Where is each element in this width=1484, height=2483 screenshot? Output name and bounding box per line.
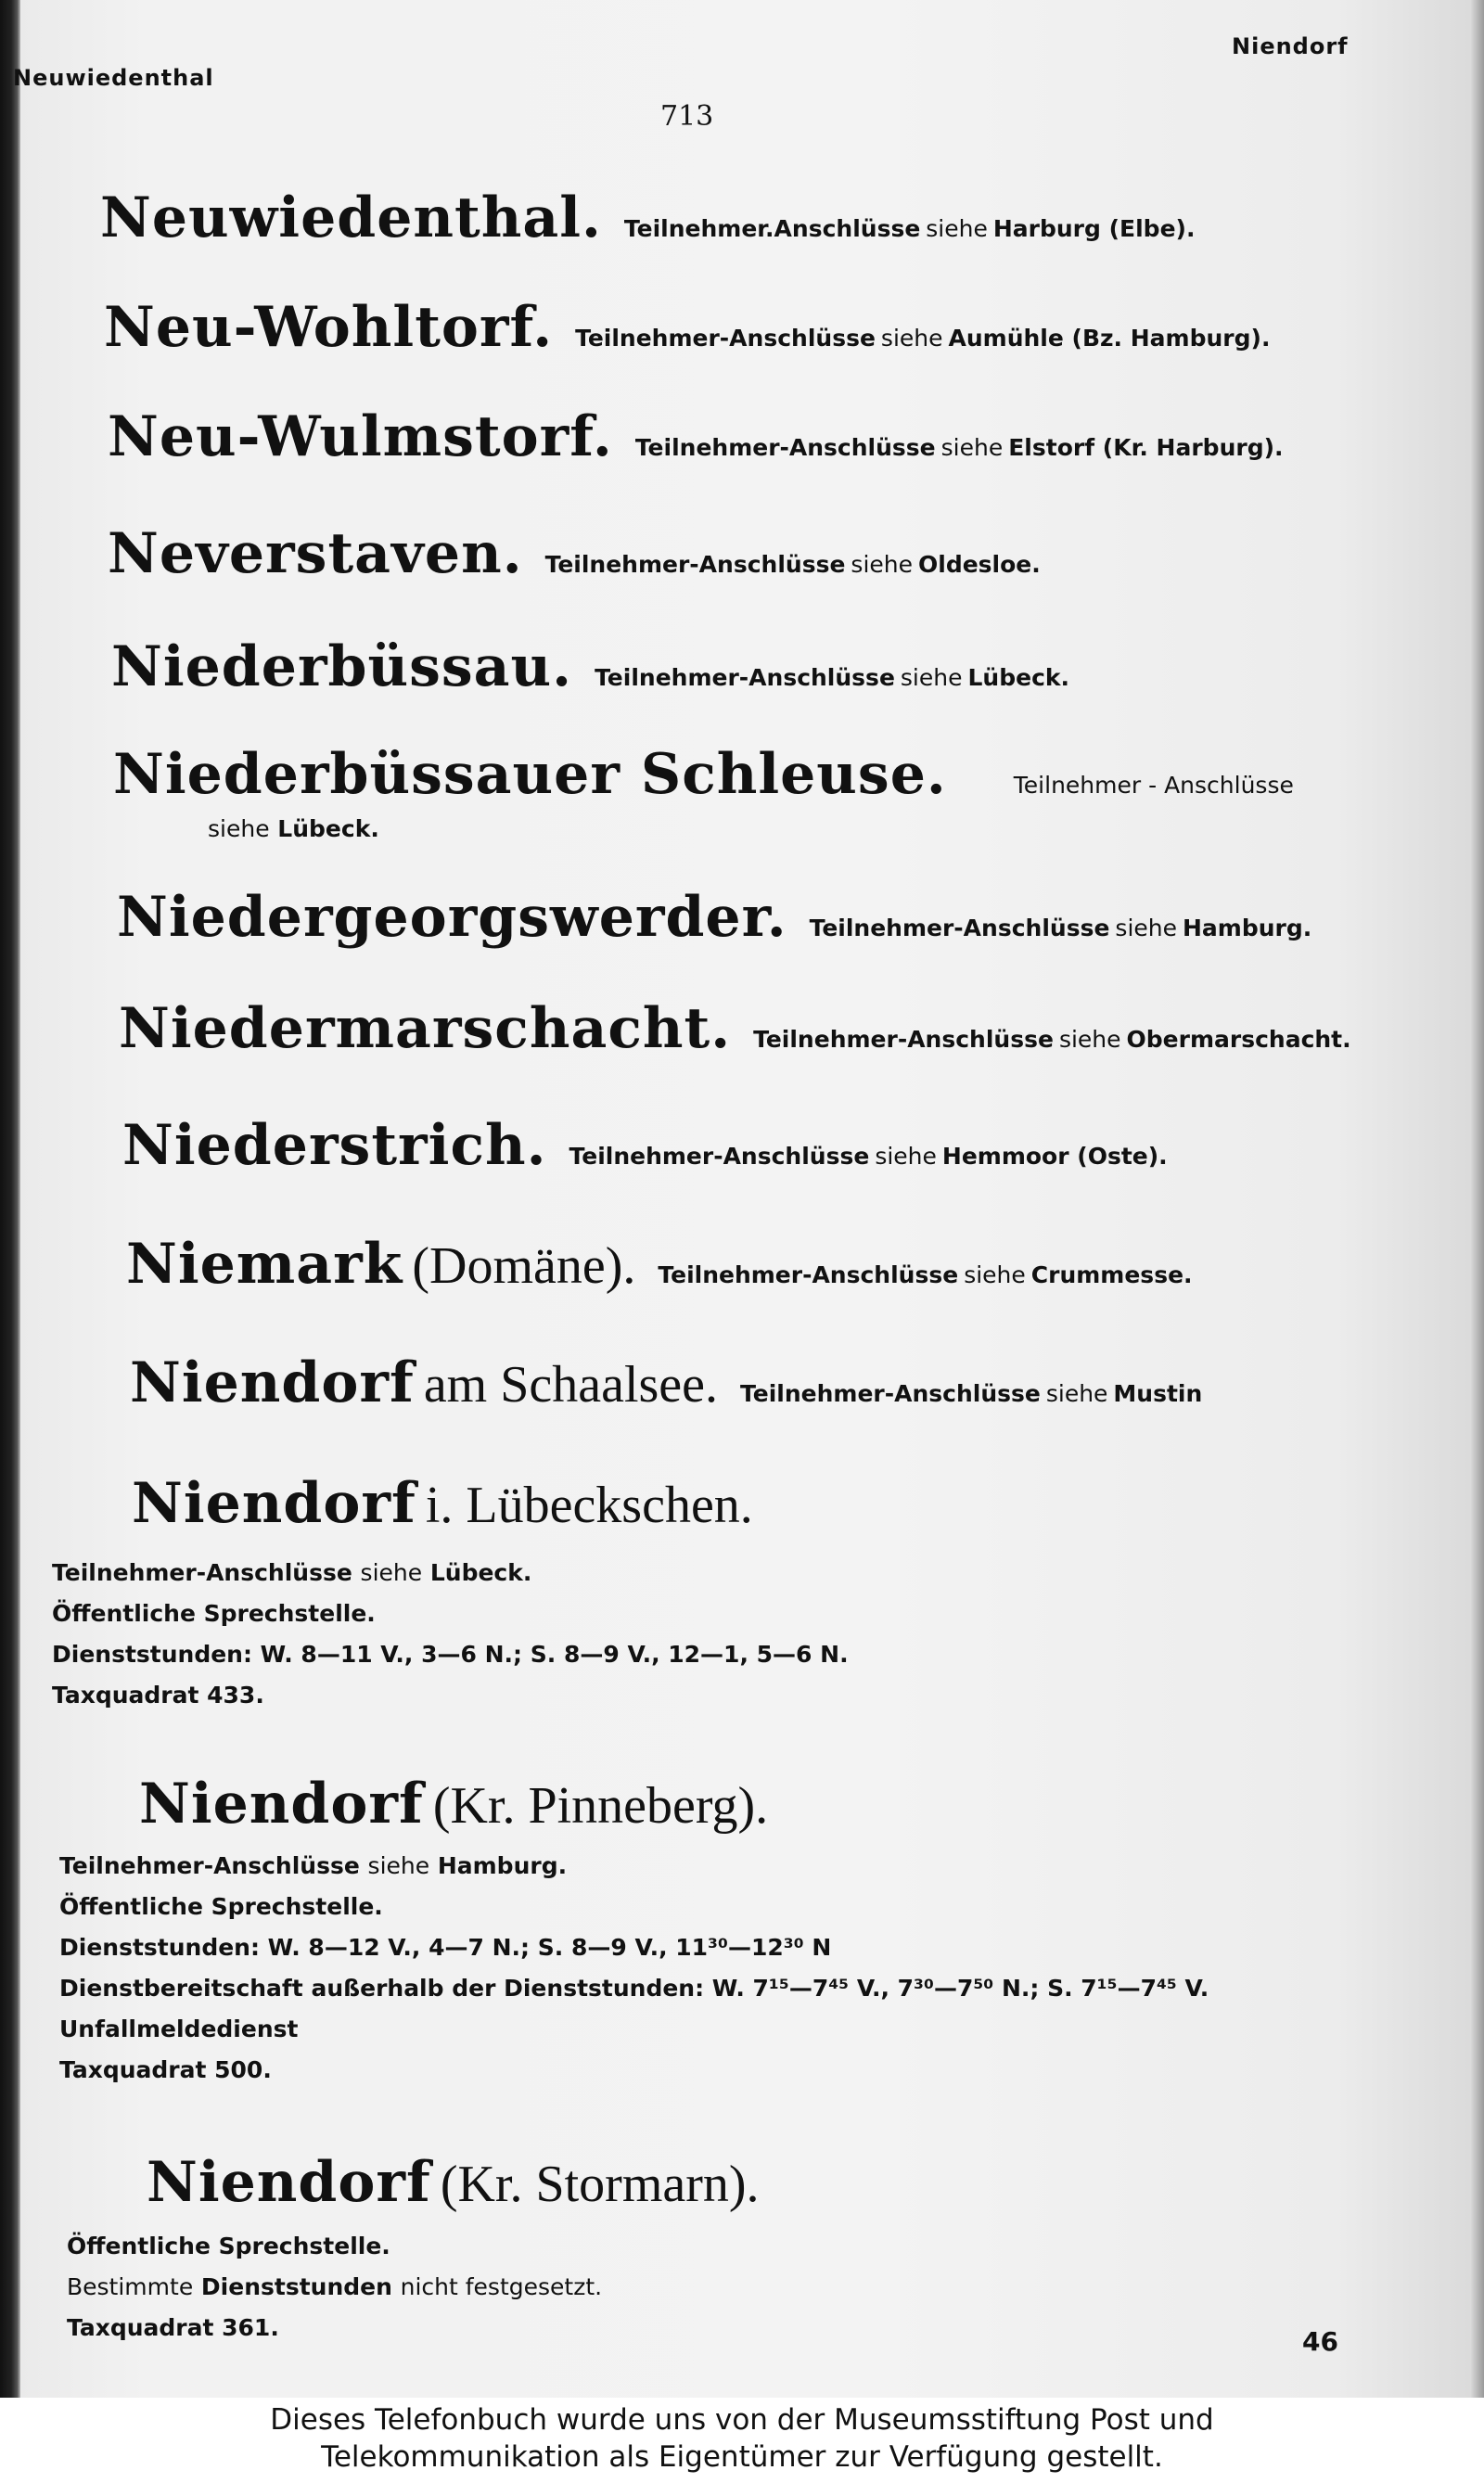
place-name: Niendorf <box>130 1350 415 1415</box>
entry-niedermarschacht <box>119 996 1351 1061</box>
service-hours: Bestimmte Dienststunden nicht festgesetzt. <box>67 2273 603 2300</box>
entry-niederstrich <box>122 1113 1168 1178</box>
tax-square: Taxquadrat 433. <box>52 1682 264 1709</box>
accident-service: Unfallmeldedienst <box>59 2016 299 2042</box>
reference: Teilnehmer-Anschlüsse siehe Obermarschacht. <box>753 1026 1351 1053</box>
reference: Teilnehmer-Anschlüsse siehe Aumühle (Bz. Hamburg). <box>575 325 1271 352</box>
place-qualifier: am Schaalsee. <box>423 1356 719 1414</box>
place-qualifier: i. Lübeckschen. <box>425 1477 753 1534</box>
footer-line-2: Telekommunikation als Eigentümer zur Verfügung gestellt. <box>321 2440 1163 2474</box>
reference: Teilnehmer.Anschlüsse siehe Harburg (Elbe). <box>623 215 1196 242</box>
entry-niendorf-pinneberg <box>139 1772 768 1837</box>
running-header-left: Neuwiedenthal <box>13 65 214 91</box>
service-hours: Dienststunden: W. 8—11 V., 3—6 N.; S. 8—9 V., 12—1, 5—6 N. <box>52 1641 849 1668</box>
place-qualifier: (Kr. Pinneberg). <box>432 1777 769 1835</box>
footer-line-1: Dieses Telefonbuch wurde uns von der Museumsstiftung Post und <box>270 2403 1214 2437</box>
reference: Teilnehmer-Anschlüsse siehe Oldesloe. <box>544 551 1041 578</box>
entry-neverstaven <box>108 521 1041 586</box>
tax-square: Taxquadrat 361. <box>67 2314 279 2341</box>
reference: Teilnehmer-Anschlüsse siehe Hamburg. <box>809 915 1312 941</box>
reference: Teilnehmer-Anschlüsse siehe Mustin <box>740 1380 1203 1407</box>
reference-label: Teilnehmer - Anschlüsse <box>1013 772 1294 799</box>
public-station: Öffentliche Sprechstelle. <box>52 1600 376 1627</box>
reference: Teilnehmer-Anschlüsse siehe Lübeck. <box>52 1559 532 1586</box>
reference: Teilnehmer-Anschlüsse siehe Hemmoor (Oste). <box>569 1143 1168 1170</box>
reference: Teilnehmer-Anschlüsse siehe Lübeck. <box>595 664 1070 691</box>
tax-square: Taxquadrat 500. <box>59 2056 272 2083</box>
entry-niendorf-luebeck <box>132 1471 753 1536</box>
signature-number: 46 <box>1302 2326 1338 2357</box>
place-name: Neuwiedenthal. <box>100 186 602 250</box>
place-name: Niemark <box>126 1232 403 1297</box>
entry-niendorf-stormarn <box>147 2150 760 2215</box>
entry-neu-wohltorf <box>104 295 1270 360</box>
entry-neuwiedenthal <box>100 186 1195 250</box>
place-name: Niendorf <box>147 2150 431 2215</box>
place-name: Niederbüssauer Schleuse. <box>113 742 947 807</box>
public-station: Öffentliche Sprechstelle. <box>59 1893 383 1920</box>
place-name: Niedergeorgswerder. <box>117 885 787 950</box>
public-station: Öffentliche Sprechstelle. <box>67 2233 390 2259</box>
place-name: Neu-Wohltorf. <box>104 295 554 360</box>
entry-niederbuessauer-schleuse <box>113 742 1294 807</box>
entry-niendorf-schaalsee <box>130 1350 1202 1415</box>
place-name: Niederstrich. <box>122 1113 547 1178</box>
standby-hours: Dienstbereitschaft außerhalb der Dienststunden: W. 7¹⁵—7⁴⁵ V., 7³⁰—7⁵⁰ N.; S. 7¹⁵—7⁴⁵ V. <box>59 1975 1209 2002</box>
place-name: Neu-Wulmstorf. <box>108 404 613 469</box>
place-name: Niendorf <box>139 1772 424 1837</box>
entry-niemark <box>126 1232 1193 1297</box>
service-hours: Dienststunden: W. 8—12 V., 4—7 N.; S. 8—9 V., 11³⁰—12³⁰ N <box>59 1934 832 1961</box>
reference: Teilnehmer-Anschlüsse siehe Hamburg. <box>59 1852 568 1879</box>
place-name: Niederbüssau. <box>111 634 573 699</box>
page-number: 713 <box>660 100 714 133</box>
footer-notice <box>0 2398 1484 2483</box>
book-binding-shadow <box>0 0 20 2398</box>
place-qualifier: (Kr. Stormarn). <box>440 2156 760 2213</box>
entry-details-stormarn <box>67 2226 602 2349</box>
place-name: Neverstaven. <box>108 521 523 586</box>
running-header-right: Niendorf <box>1232 33 1349 59</box>
page-edge-shadow <box>1471 0 1484 2398</box>
entry-neu-wulmstorf <box>108 404 1284 469</box>
entry-niederbuessau <box>111 634 1069 699</box>
reference: Teilnehmer-Anschlüsse siehe Elstorf (Kr. Harburg). <box>634 434 1284 461</box>
reference-continuation: siehe Lübeck. <box>208 815 379 842</box>
place-qualifier: (Domäne). <box>412 1237 636 1295</box>
entry-details-pinneberg <box>59 1846 1209 2091</box>
reference: Teilnehmer-Anschlüsse siehe Crummesse. <box>658 1261 1193 1288</box>
entry-niedergeorgswerder <box>117 885 1311 950</box>
place-name: Niedermarschacht. <box>119 996 732 1061</box>
entry-details-luebeck <box>52 1553 849 1716</box>
place-name: Niendorf <box>132 1471 416 1536</box>
